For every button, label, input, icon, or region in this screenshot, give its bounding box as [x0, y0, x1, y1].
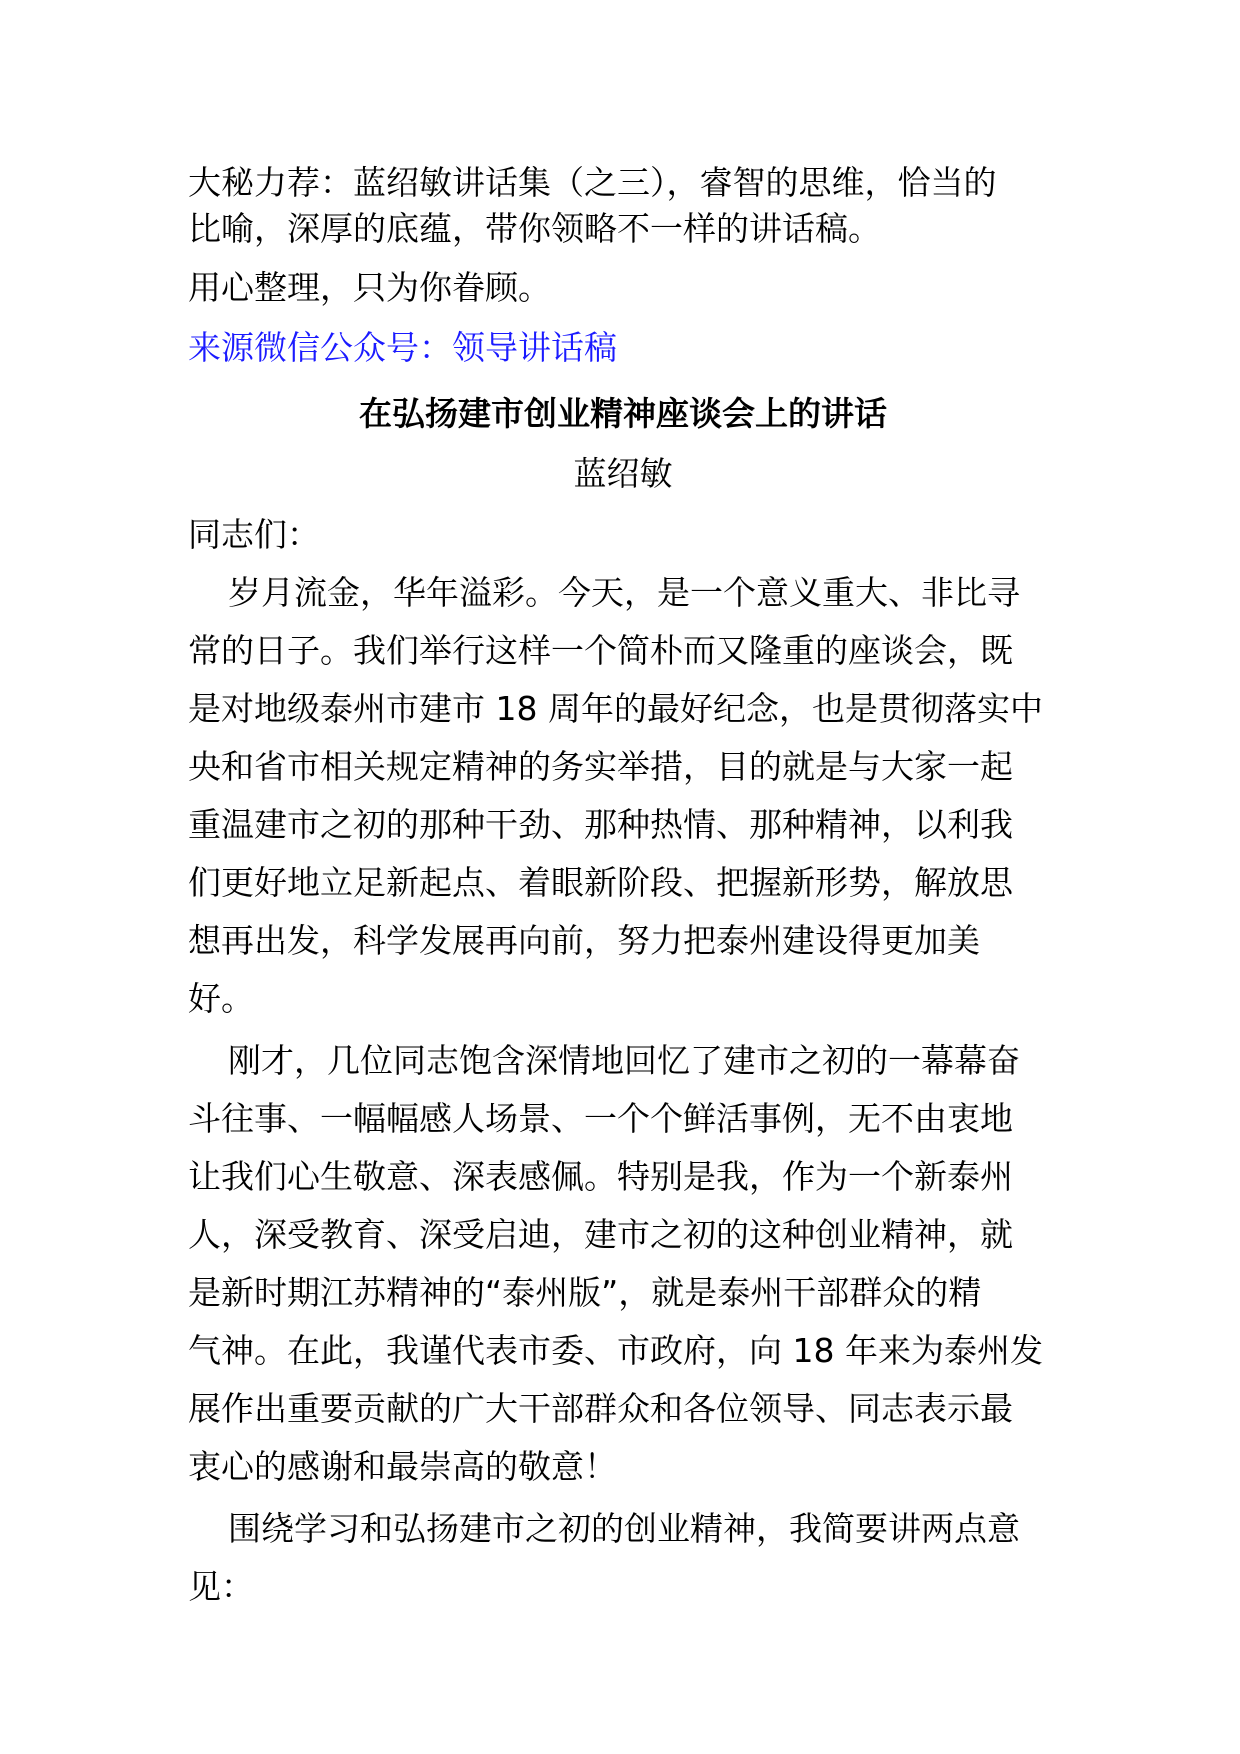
- paragraph-line: 衷心的感谢和最崇高的敬意！: [188, 1447, 617, 1486]
- paragraph-line: 人，深受教育、深受启迪，建市之初的这种创业精神，就: [188, 1215, 1013, 1254]
- salutation: 同志们：: [188, 515, 320, 554]
- document-page: [188, 160, 1058, 1620]
- paragraph-line: 刚才，几位同志饱含深情地回忆了建市之初的一幕幕奋: [228, 1041, 1020, 1080]
- paragraph-line: 央和省市相关规定精神的务实举措，目的就是与大家一起: [188, 747, 1013, 786]
- paragraph-2: [188, 1032, 1058, 1496]
- paragraph-line: 是对地级泰州市建市 18 周年的最好纪念，也是贯彻落实中: [188, 689, 1043, 728]
- paragraph-3: [188, 1500, 1058, 1616]
- paragraph-1: [188, 564, 1058, 1028]
- paragraph-line: 常的日子。我们举行这样一个简朴而又隆重的座谈会，既: [188, 631, 1013, 670]
- paragraph-line: 见：: [188, 1567, 254, 1606]
- paragraph-line: 气神。在此，我谨代表市委、市政府，向 18 年来为泰州发: [188, 1331, 1043, 1370]
- source-link[interactable]: 来源微信公众号：领导讲话稿: [188, 328, 617, 367]
- intro-block: [188, 160, 1058, 252]
- paragraph-line: 们更好地立足新起点、着眼新阶段、把握新形势，解放思: [188, 863, 1013, 902]
- paragraph-line: 围绕学习和弘扬建市之初的创业精神，我简要讲两点意: [228, 1509, 1020, 1548]
- paragraph-line: 斗往事、一幅幅感人场景、一个个鲜活事例，无不由衷地: [188, 1099, 1013, 1138]
- paragraph-line: 想再出发，科学发展再向前，努力把泰州建设得更加美: [188, 921, 980, 960]
- document-title: 在弘扬建市创业精神座谈会上的讲话: [359, 394, 887, 433]
- paragraph-line: 让我们心生敬意、深表感佩。特别是我，作为一个新泰州: [188, 1157, 1013, 1196]
- intro-line-1: 大秘力荐：蓝绍敏讲话集（之三），睿智的思维，恰当的: [188, 163, 997, 202]
- paragraph-line: 岁月流金，华年溢彩。今天，是一个意义重大、非比寻: [228, 573, 1020, 612]
- document-author: 蓝绍敏: [573, 454, 673, 493]
- paragraph-line: 展作出重要贡献的广大干部群众和各位领导、同志表示最: [188, 1389, 1013, 1428]
- intro-note: 用心整理，只为你眷顾。: [188, 268, 551, 307]
- paragraph-line: 是新时期江苏精神的“泰州版”，就是泰州干部群众的精: [188, 1273, 982, 1312]
- intro-line-2: 比喻，深厚的底蕴，带你领略不一样的讲话稿。: [188, 209, 881, 248]
- paragraph-line: 好。: [188, 979, 254, 1018]
- paragraph-line: 重温建市之初的那种干劲、那种热情、那种精神，以利我: [188, 805, 1013, 844]
